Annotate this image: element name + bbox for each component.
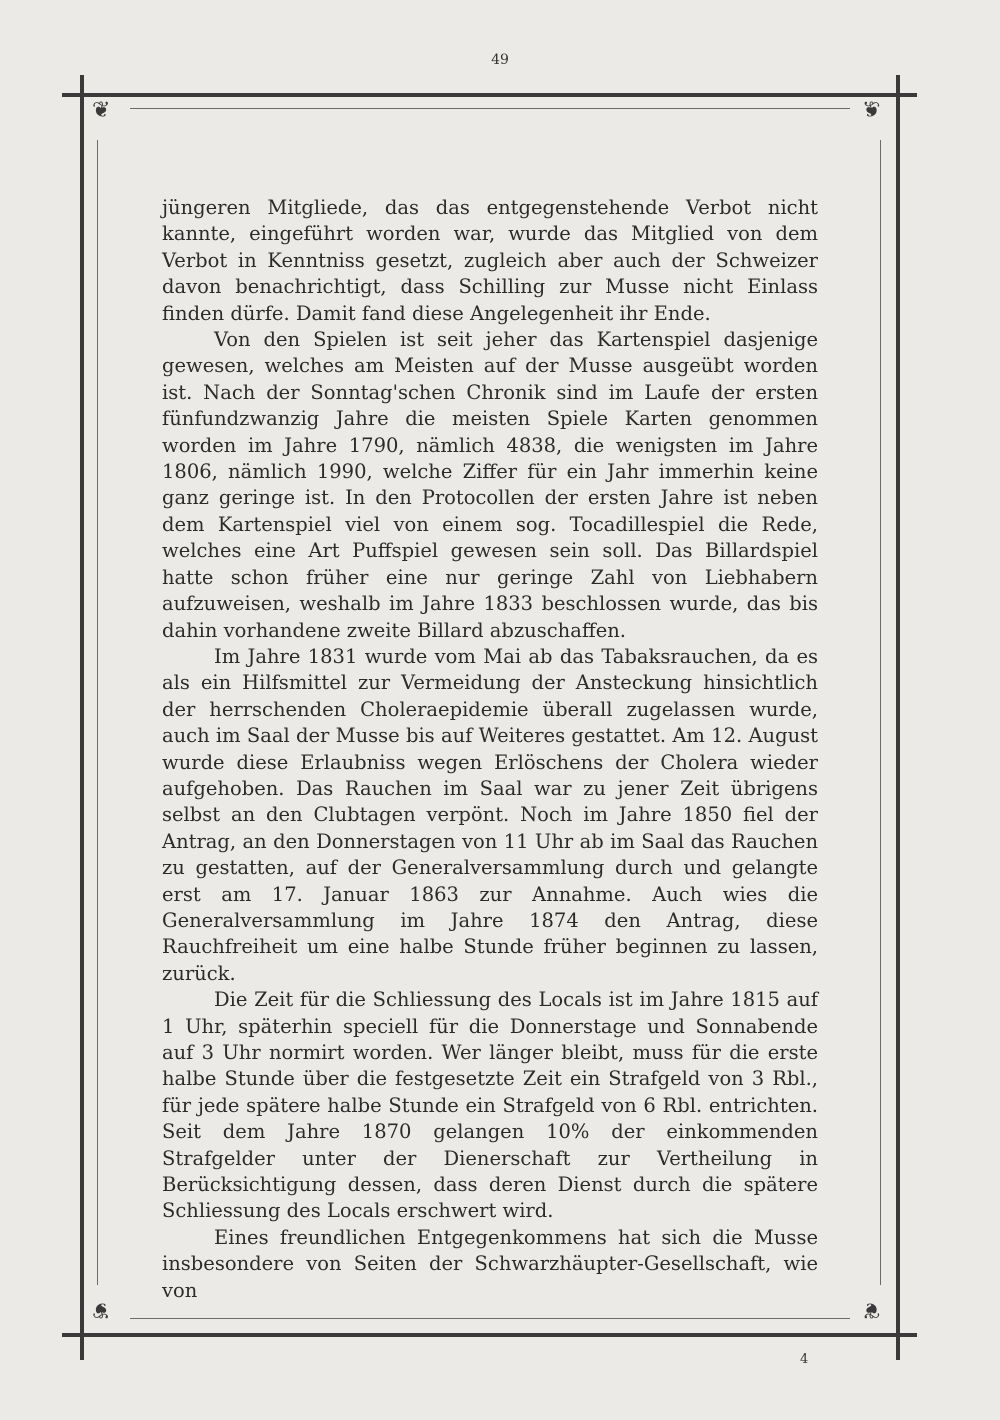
paragraph-3: Im Jahre 1831 wurde vom Mai ab das Tabaksrauchen, da es als ein Hilfsmittel zur Vermeidung der Ansteckung hinsichtlich der herrschenden Choleraepidemie überall zugelassen wurde, auch im Saal der Musse bis auf Weiteres gestattet. Am 12. August wurde diese Erlaubniss wegen Erlöschens der Cholera wieder aufgehoben. Das Rauchen im Saal war zu jener Zeit übrigens selbst an den Clubtagen verpönt. Noch im Jahre 1850 fiel der Antrag, an den Donnerstagen von 11 Uhr ab im Saal das Rauchen zu gestatten, auf der Generalversammlung durch und gelangte erst am 17. Januar 1863 zur Annahme. Auch wies die Generalversammlung im Jahre 1874 den Antrag, diese Rauchfreiheit um eine halbe Stunde früher beginnen zu lassen, zurück. bbox=[162, 644, 818, 985]
inner-right-line bbox=[880, 140, 881, 1285]
paragraph-4: Die Zeit für die Schliessung des Locals ist im Jahre 1815 auf 1 Uhr, späterhin speciell für die Donnerstage und Sonnabende auf 3 Uhr normirt worden. Wer länger bleibt, muss für die erste halbe Stunde über die festgesetzte Zeit ein Strafgeld von 3 Rbl., für jede spätere halbe Stunde ein Strafgeld von 6 Rbl. entrichten. Seit dem Jahre 1870 gelangen 10% der einkommenden Strafgelder unter der Dienerschaft zur Vertheilung in Berücksichtigung dessen, dass deren Dienst durch die spätere Schliessung des Locals erschwert wird. bbox=[162, 988, 818, 1223]
body-text bbox=[162, 195, 818, 1304]
frame-top-line bbox=[62, 93, 917, 97]
inner-bottom-line bbox=[130, 1318, 850, 1319]
page-number: 49 bbox=[491, 52, 509, 68]
paragraph-5: Eines freundlichen Entgegenkommens hat sich die Musse insbesondere von Seiten der Schwarzhäupter-Gesellschaft, wie von bbox=[162, 1225, 818, 1302]
corner-ornament-top-left: ❦ bbox=[92, 98, 111, 123]
corner-ornament-top-right: ❦ bbox=[862, 98, 881, 123]
frame-bottom-line bbox=[62, 1333, 917, 1337]
inner-left-line bbox=[97, 140, 98, 1285]
corner-ornament-bottom-left: ❦ bbox=[92, 1297, 111, 1322]
paragraph-1: jüngeren Mitgliede, das das entgegenstehende Verbot nicht kannte, eingeführt worden war, wurde das Mitglied von dem Verbot in Kenntniss gesetzt, zugleich aber auch der Schweizer davon benachrichtigt, dass Schilling zur Musse nicht Einlass finden dürfe. Damit fand diese Angelegenheit ihr Ende. bbox=[162, 196, 818, 325]
frame-right-line bbox=[896, 75, 900, 1360]
inner-top-line bbox=[130, 108, 850, 109]
paragraph-2: Von den Spielen ist seit jeher das Kartenspiel dasjenige gewesen, welches am Meisten auf der Musse ausgeübt worden ist. Nach der Sonntag'schen Chronik sind im Laufe der ersten fünfundzwanzig Jahre die meisten Spiele Karten genommen worden im Jahre 1790, nämlich 4838, die wenigsten im Jahre 1806, nämlich 1990, welche Ziffer für ein Jahr immerhin keine ganz geringe ist. In den Protocollen der ersten Jahre ist neben dem Kartenspiel viel von einem sog. Tocadillespiel die Rede, welches eine Art Puffspiel gewesen sein soll. Das Billardspiel hatte schon früher eine nur geringe Zahl von Liebhabern aufzuweisen, weshalb im Jahre 1833 beschlossen wurde, das bis dahin vorhandene zweite Billard abzuschaffen. bbox=[162, 328, 818, 642]
frame-left-line bbox=[80, 75, 84, 1360]
signature-mark: 4 bbox=[800, 1352, 809, 1367]
corner-ornament-bottom-right: ❦ bbox=[862, 1297, 881, 1322]
